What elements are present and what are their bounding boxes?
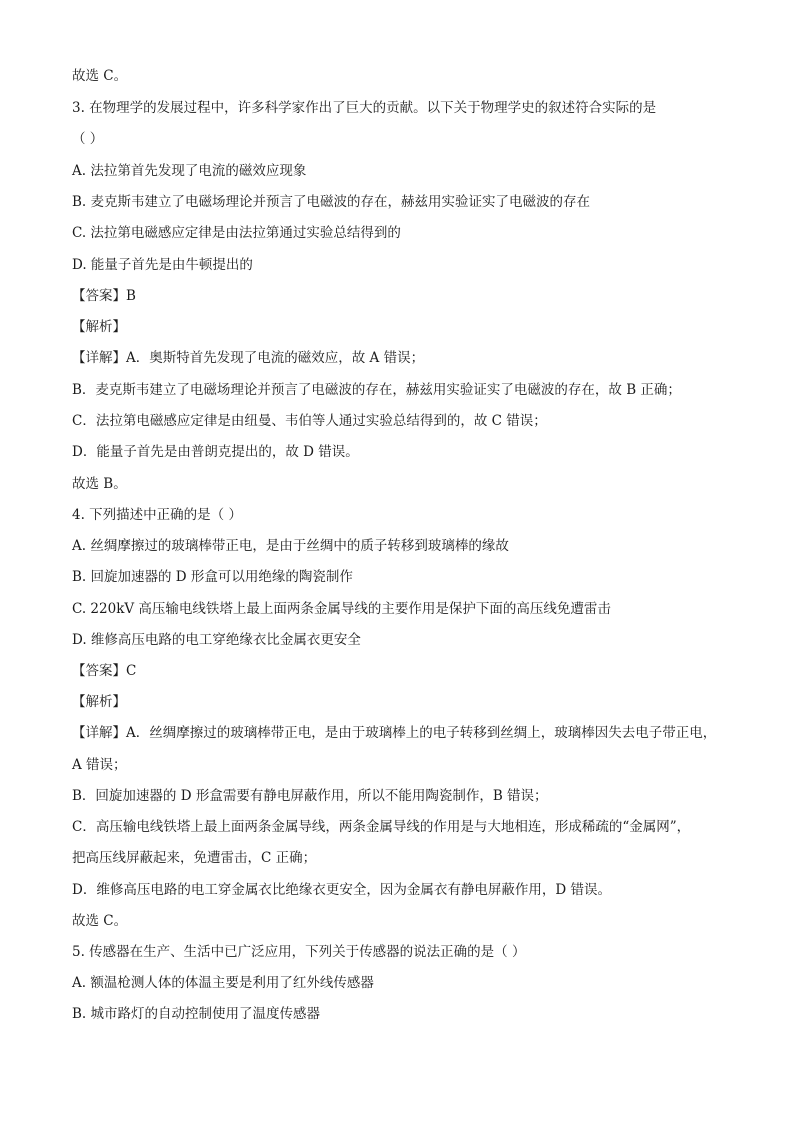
question-4-option-d: D. 维修高压电路的电工穿绝缘衣比金属衣更安全 [72,632,361,648]
question-3-analysis-heading: 【解析】 [72,319,126,335]
question-4-detail-a-cont: A 错误； [72,757,127,773]
question-4-option-b: B. 回旋加速器的 D 形盒可以用绝缘的陶瓷制作 [72,569,353,585]
question-4-detail-d: D．维修高压电路的电工穿金属衣比绝缘衣更安全，因为金属衣有静电屏蔽作用，D 错误。 [72,882,611,898]
question-3-detail-a: 【详解】A．奥斯特首先发现了电流的磁效应，故 A 错误； [72,350,425,366]
question-3-option-a: A. 法拉第首先发现了电流的磁效应现象 [72,163,307,179]
question-3-conclusion: 故选 B。 [72,476,127,492]
question-4-detail-a: 【详解】A．丝绸摩擦过的玻璃棒带正电，是由于玻璃棒上的电子转移到丝绸上，玻璃棒因失去电子带正电， [72,725,717,741]
question-4-answer: 【答案】C [72,663,137,679]
question-4-detail-c-cont: 把高压线屏蔽起来，免遭雷击，C 正确； [72,850,317,866]
question-5-option-a: A. 额温枪测人体的体温主要是利用了红外线传感器 [72,975,374,991]
question-4-detail-c: C．高压输电线铁塔上最上面两条金属导线，两条金属导线的作用是与大地相连，形成稀疏的“金属网”， [72,819,691,835]
question-3-option-d: D. 能量子首先是由牛顿提出的 [72,257,253,273]
question-4-detail-b: B．回旋加速器的 D 形盒需要有静电屏蔽作用，所以不能用陶瓷制作，B 错误； [72,788,548,804]
question-4-analysis-heading: 【解析】 [72,694,126,710]
question-4-stem: 4. 下列描述中正确的是（ ） [72,507,242,523]
question-5-option-b: B. 城市路灯的自动控制使用了温度传感器 [72,1006,321,1022]
question-3-option-b: B. 麦克斯韦建立了电磁场理论并预言了电磁波的存在，赫兹用实验证实了电磁波的存在 [72,194,591,210]
question-3-detail-d: D．能量子首先是由普朗克提出的，故 D 错误。 [72,444,359,460]
question-3-stem: 3. 在物理学的发展过程中，许多科学家作出了巨大的贡献。以下关于物理学史的叙述符合实际的是 [72,100,657,116]
question-3-detail-b: B．麦克斯韦建立了电磁场理论并预言了电磁波的存在，赫兹用实验证实了电磁波的存在，故 B 正确； [72,382,681,398]
question-4-conclusion: 故选 C。 [72,913,128,929]
question-5-stem: 5. 传感器在生产、生活中已广泛应用，下列关于传感器的说法正确的是（ ） [72,944,526,960]
question-3-blank: （ ） [72,131,104,147]
question-3-option-c: C. 法拉第电磁感应定律是由法拉第通过实验总结得到的 [72,225,401,241]
question-3-detail-c: C．法拉第电磁感应定律是由纽曼、韦伯等人通过实验总结得到的，故 C 错误； [72,413,547,429]
question-4-option-c: C. 220kV 高压输电线铁塔上最上面两条金属导线的主要作用是保护下面的高压线免遭雷击 [72,601,611,617]
answer-choice-line: 故选 C。 [72,68,128,84]
question-4-option-a: A. 丝绸摩擦过的玻璃棒带正电，是由于丝绸中的质子转移到玻璃棒的缘故 [72,538,509,554]
question-3-answer: 【答案】B [72,288,136,304]
